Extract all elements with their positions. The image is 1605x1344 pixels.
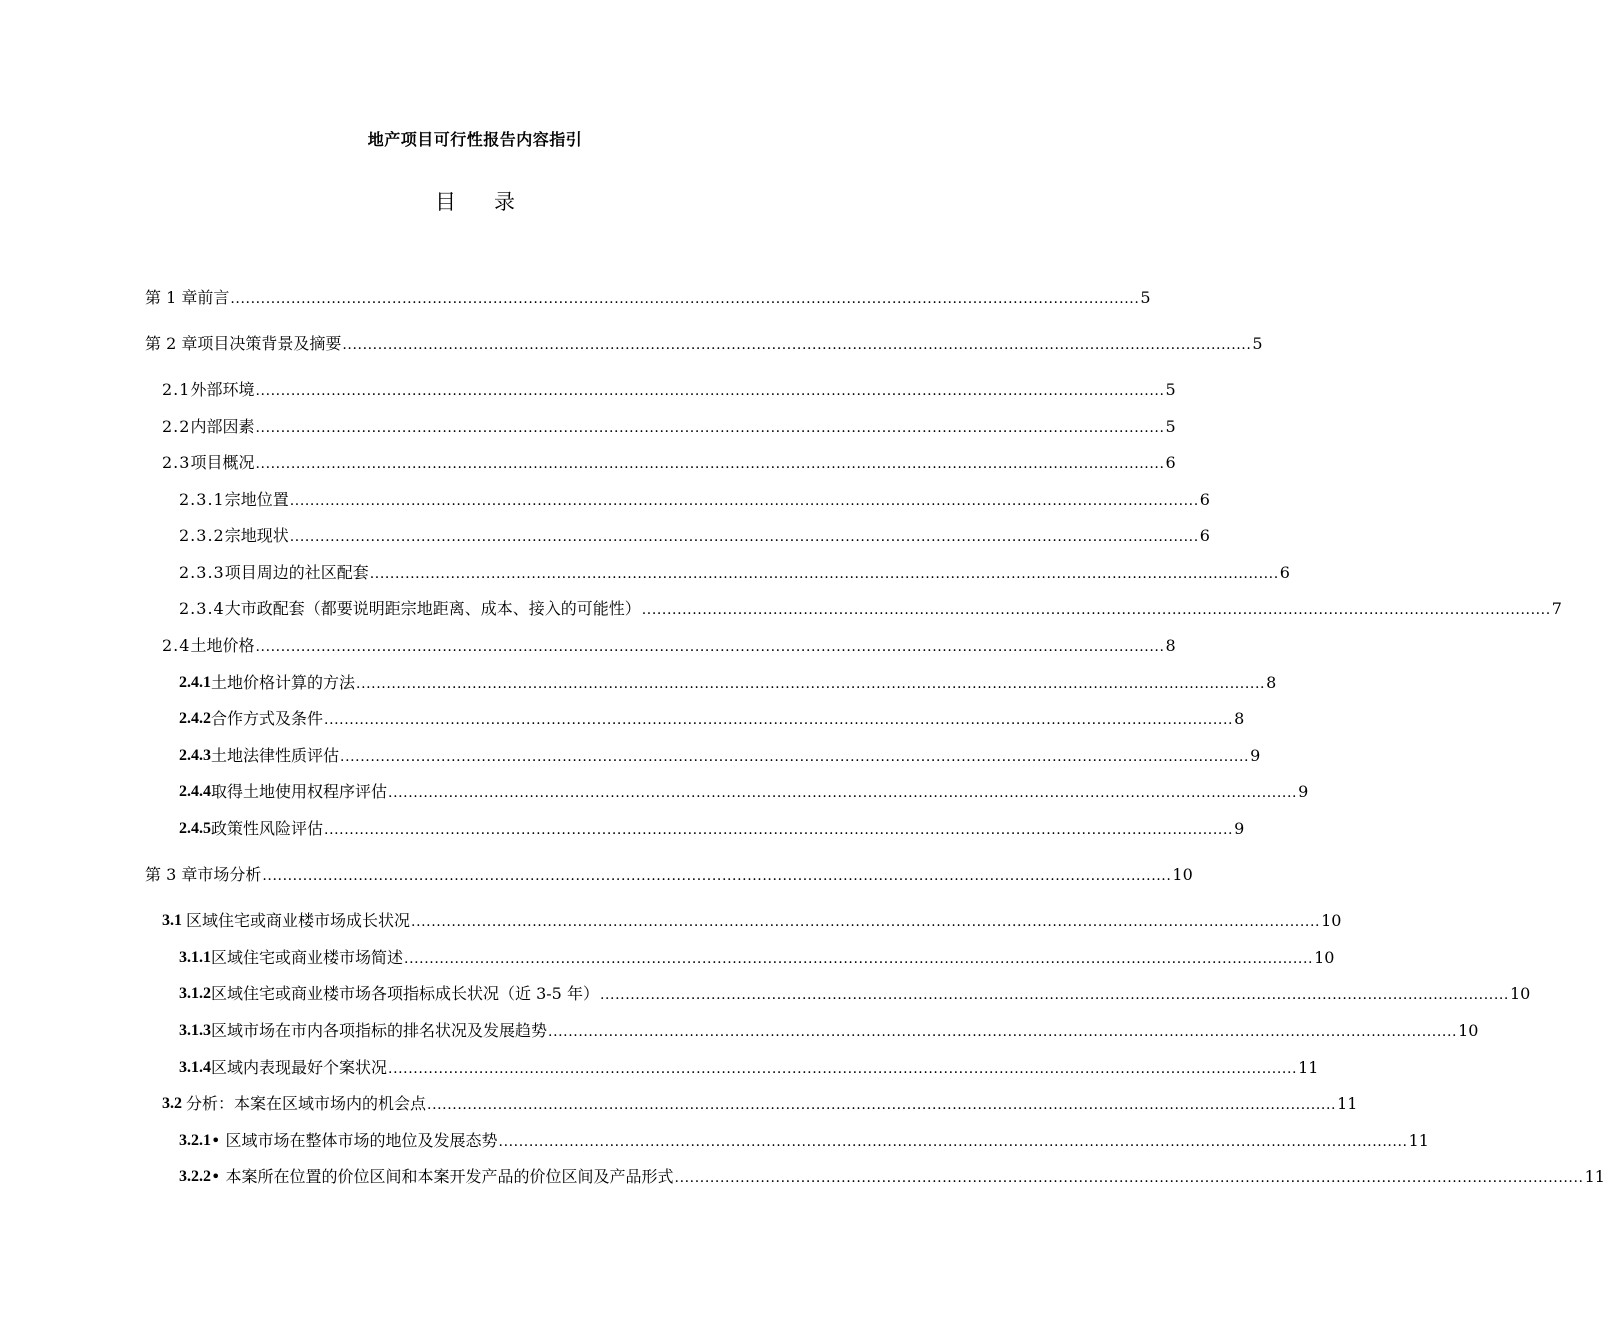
toc-entry-title: 外部环境 [190,380,255,399]
toc-entry-2-4-1[interactable] [179,669,1277,693]
toc-entry-number: 3.2.1 [179,1132,211,1149]
toc-entry-2-3[interactable] [162,449,1176,473]
toc-entry-2-4-3[interactable] [179,742,1261,766]
toc-entry-page: 10 [1510,984,1531,1003]
toc-entry-number: 第 1 章 [145,288,198,307]
toc-entry-2-3-3[interactable] [179,559,1290,583]
toc-entry-3-1[interactable] [162,907,1342,931]
toc-entry-page: 9 [1298,782,1309,801]
toc-entry-page: 6 [1199,490,1210,509]
toc-entry-3-2[interactable] [162,1090,1358,1114]
toc-entry-page: 5 [1165,417,1176,436]
toc-leader-dots: .................................................................................................................................................................................... [230,291,1140,307]
toc-entry-title: 区域住宅或商业楼市场成长状况 [186,911,411,930]
toc-leader-dots: .................................................................................................................................................................................... [255,456,1165,472]
toc-entry-chapter-2[interactable] [145,330,1263,354]
toc-entry-2-1[interactable] [162,376,1176,400]
toc-entry-number: 2.3 [162,453,191,472]
toc-entry-page: 9 [1234,819,1245,838]
toc-entry-number: 2.3.4 [179,599,225,618]
toc-entry-number: 3.1.2 [179,985,211,1002]
toc-entry-page: 5 [1252,334,1263,353]
toc-entry-number: 第 3 章 [145,865,198,884]
toc-entry-title: 区域住宅或商业楼市场各项指标成长状况（近 3-5 年） [211,984,599,1003]
toc-entry-title: 内部因素 [190,417,255,436]
toc-entry-title: • 区域市场在整体市场的地位及发展态势 [211,1131,498,1150]
toc-entry-title: 取得土地使用权程序评估 [211,782,388,801]
toc-entry-title: 宗地位置 [224,490,289,509]
toc-entry-2-3-2[interactable] [179,522,1210,546]
toc-entry-title: 项目周边的社区配套 [224,563,369,582]
toc-entry-3-1-3[interactable] [179,1017,1479,1041]
toc-entry-2-4-4[interactable] [179,778,1309,802]
toc-entry-title: 宗地现状 [224,526,289,545]
toc-leader-dots: .................................................................................................................................................................................... [388,1061,1298,1077]
toc-entry-page: 11 [1408,1131,1429,1150]
toc-heading-char-1: 目 [435,190,456,214]
toc-leader-dots: .................................................................................................................................................................................... [388,785,1298,801]
toc-entry-number: 2.3.3 [179,563,225,582]
toc-entry-title: • 本案所在位置的价位区间和本案开发产品的价位区间及产品形式 [211,1167,674,1186]
toc-entry-number: 2.2 [162,417,191,436]
toc-entry-title: 区域住宅或商业楼市场简述 [211,948,404,967]
toc-entry-3-2-2[interactable] [179,1163,1605,1187]
toc-entry-title: 项目决策背景及摘要 [197,334,342,353]
toc-entry-number: 3.1.4 [179,1059,211,1076]
toc-entry-2-4-2[interactable] [179,705,1245,729]
toc-entry-2-3-1[interactable] [179,486,1210,510]
toc-leader-dots: .................................................................................................................................................................................... [404,951,1314,967]
toc-leader-dots: .................................................................................................................................................................................... [324,822,1234,838]
toc-entry-title: 市场分析 [197,865,262,884]
toc-leader-dots: .................................................................................................................................................................................... [342,337,1252,353]
toc-entry-number: 2.3.1 [179,490,225,509]
toc-leader-dots: .................................................................................................................................................................................... [255,420,1165,436]
toc-entry-number: 2.4.2 [179,710,211,727]
toc-entry-page: 10 [1321,911,1342,930]
toc-leader-dots: .................................................................................................................................................................................... [369,566,1279,582]
toc-entry-number: 2.4.5 [179,820,211,837]
toc-entry-2-2[interactable] [162,413,1176,437]
toc-entry-title: 政策性风险评估 [211,819,324,838]
toc-leader-dots: .................................................................................................................................................................................... [324,712,1234,728]
toc-entry-page: 6 [1199,526,1210,545]
toc-leader-dots: .................................................................................................................................................................................... [289,529,1199,545]
toc-leader-dots: .................................................................................................................................................................................... [255,639,1165,655]
toc-entry-page: 8 [1234,709,1245,728]
toc-leader-dots: .................................................................................................................................................................................... [599,987,1509,1003]
toc-entry-title: 分析：本案在区域市场内的机会点 [186,1094,427,1113]
toc-entry-page: 6 [1165,453,1176,472]
toc-entry-page: 10 [1314,948,1335,967]
toc-leader-dots: .................................................................................................................................................................................... [411,914,1321,930]
toc-entry-title: 大市政配套（都要说明距宗地距离、成本、接入的可能性） [224,599,641,618]
toc-entry-number: 2.4 [162,636,191,655]
toc-entry-page: 11 [1337,1094,1358,1113]
toc-leader-dots: .................................................................................................................................................................................... [289,493,1199,509]
toc-entry-number: 2.4.4 [179,783,211,800]
toc-entry-number: 2.3.2 [179,526,225,545]
toc-leader-dots: .................................................................................................................................................................................... [548,1024,1458,1040]
toc-entry-3-1-2[interactable] [179,980,1531,1004]
toc-entry-number: 2.4.1 [179,674,211,691]
toc-entry-page: 8 [1165,636,1176,655]
toc-entry-2-3-4[interactable] [179,595,1562,619]
toc-entry-title: 项目概况 [190,453,255,472]
toc-entry-title: 土地法律性质评估 [211,746,340,765]
toc-entry-page: 5 [1165,380,1176,399]
toc-entry-page: 11 [1584,1167,1605,1186]
toc-entry-2-4[interactable] [162,632,1176,656]
toc-leader-dots: .................................................................................................................................................................................... [641,602,1551,618]
toc-leader-dots: .................................................................................................................................................................................... [356,676,1266,692]
toc-entry-chapter-3[interactable] [145,861,1193,885]
toc-entry-page: 7 [1551,599,1562,618]
toc-entry-number: 3.1 [162,912,182,929]
toc-entry-number: 3.2 [162,1095,182,1112]
toc-leader-dots: .................................................................................................................................................................................... [262,868,1172,884]
toc-entry-number: 3.1.3 [179,1022,211,1039]
toc-leader-dots: .................................................................................................................................................................................... [340,749,1250,765]
toc-entry-2-4-5[interactable] [179,815,1245,839]
toc-entry-3-2-1[interactable] [179,1127,1429,1151]
toc-entry-3-1-1[interactable] [179,944,1335,968]
toc-entry-title: 土地价格计算的方法 [211,673,356,692]
toc-leader-dots: .................................................................................................................................................................................... [255,383,1165,399]
toc-entry-title: 土地价格 [190,636,255,655]
toc-entry-chapter-1[interactable] [145,284,1151,308]
toc-entry-page: 9 [1250,746,1261,765]
toc-entry-title: 前言 [197,288,230,307]
toc-entry-title: 区域内表现最好个案状况 [211,1058,388,1077]
toc-leader-dots: .................................................................................................................................................................................... [674,1170,1584,1186]
toc-entry-number: 3.2.2 [179,1168,211,1185]
toc-entry-page: 11 [1298,1058,1319,1077]
toc-leader-dots: .................................................................................................................................................................................... [427,1097,1337,1113]
toc-entry-page: 10 [1172,865,1193,884]
toc-entry-number: 2.4.3 [179,747,211,764]
toc-heading-char-2: 录 [494,190,515,214]
toc-entry-title: 区域市场在市内各项指标的排名状况及发展趋势 [211,1021,548,1040]
document-title: 地产项目可行性报告内容指引 [367,130,583,149]
toc-entry-title: 合作方式及条件 [211,709,324,728]
toc-entry-number: 第 2 章 [145,334,198,353]
toc-entry-page: 6 [1279,563,1290,582]
toc-entry-page: 10 [1458,1021,1479,1040]
toc-entry-page: 8 [1266,673,1277,692]
toc-entry-3-1-4[interactable] [179,1054,1319,1078]
toc-entry-number: 2.1 [162,380,191,399]
toc-leader-dots: .................................................................................................................................................................................... [498,1134,1408,1150]
toc-entry-page: 5 [1140,288,1151,307]
toc-entry-number: 3.1.1 [179,949,211,966]
